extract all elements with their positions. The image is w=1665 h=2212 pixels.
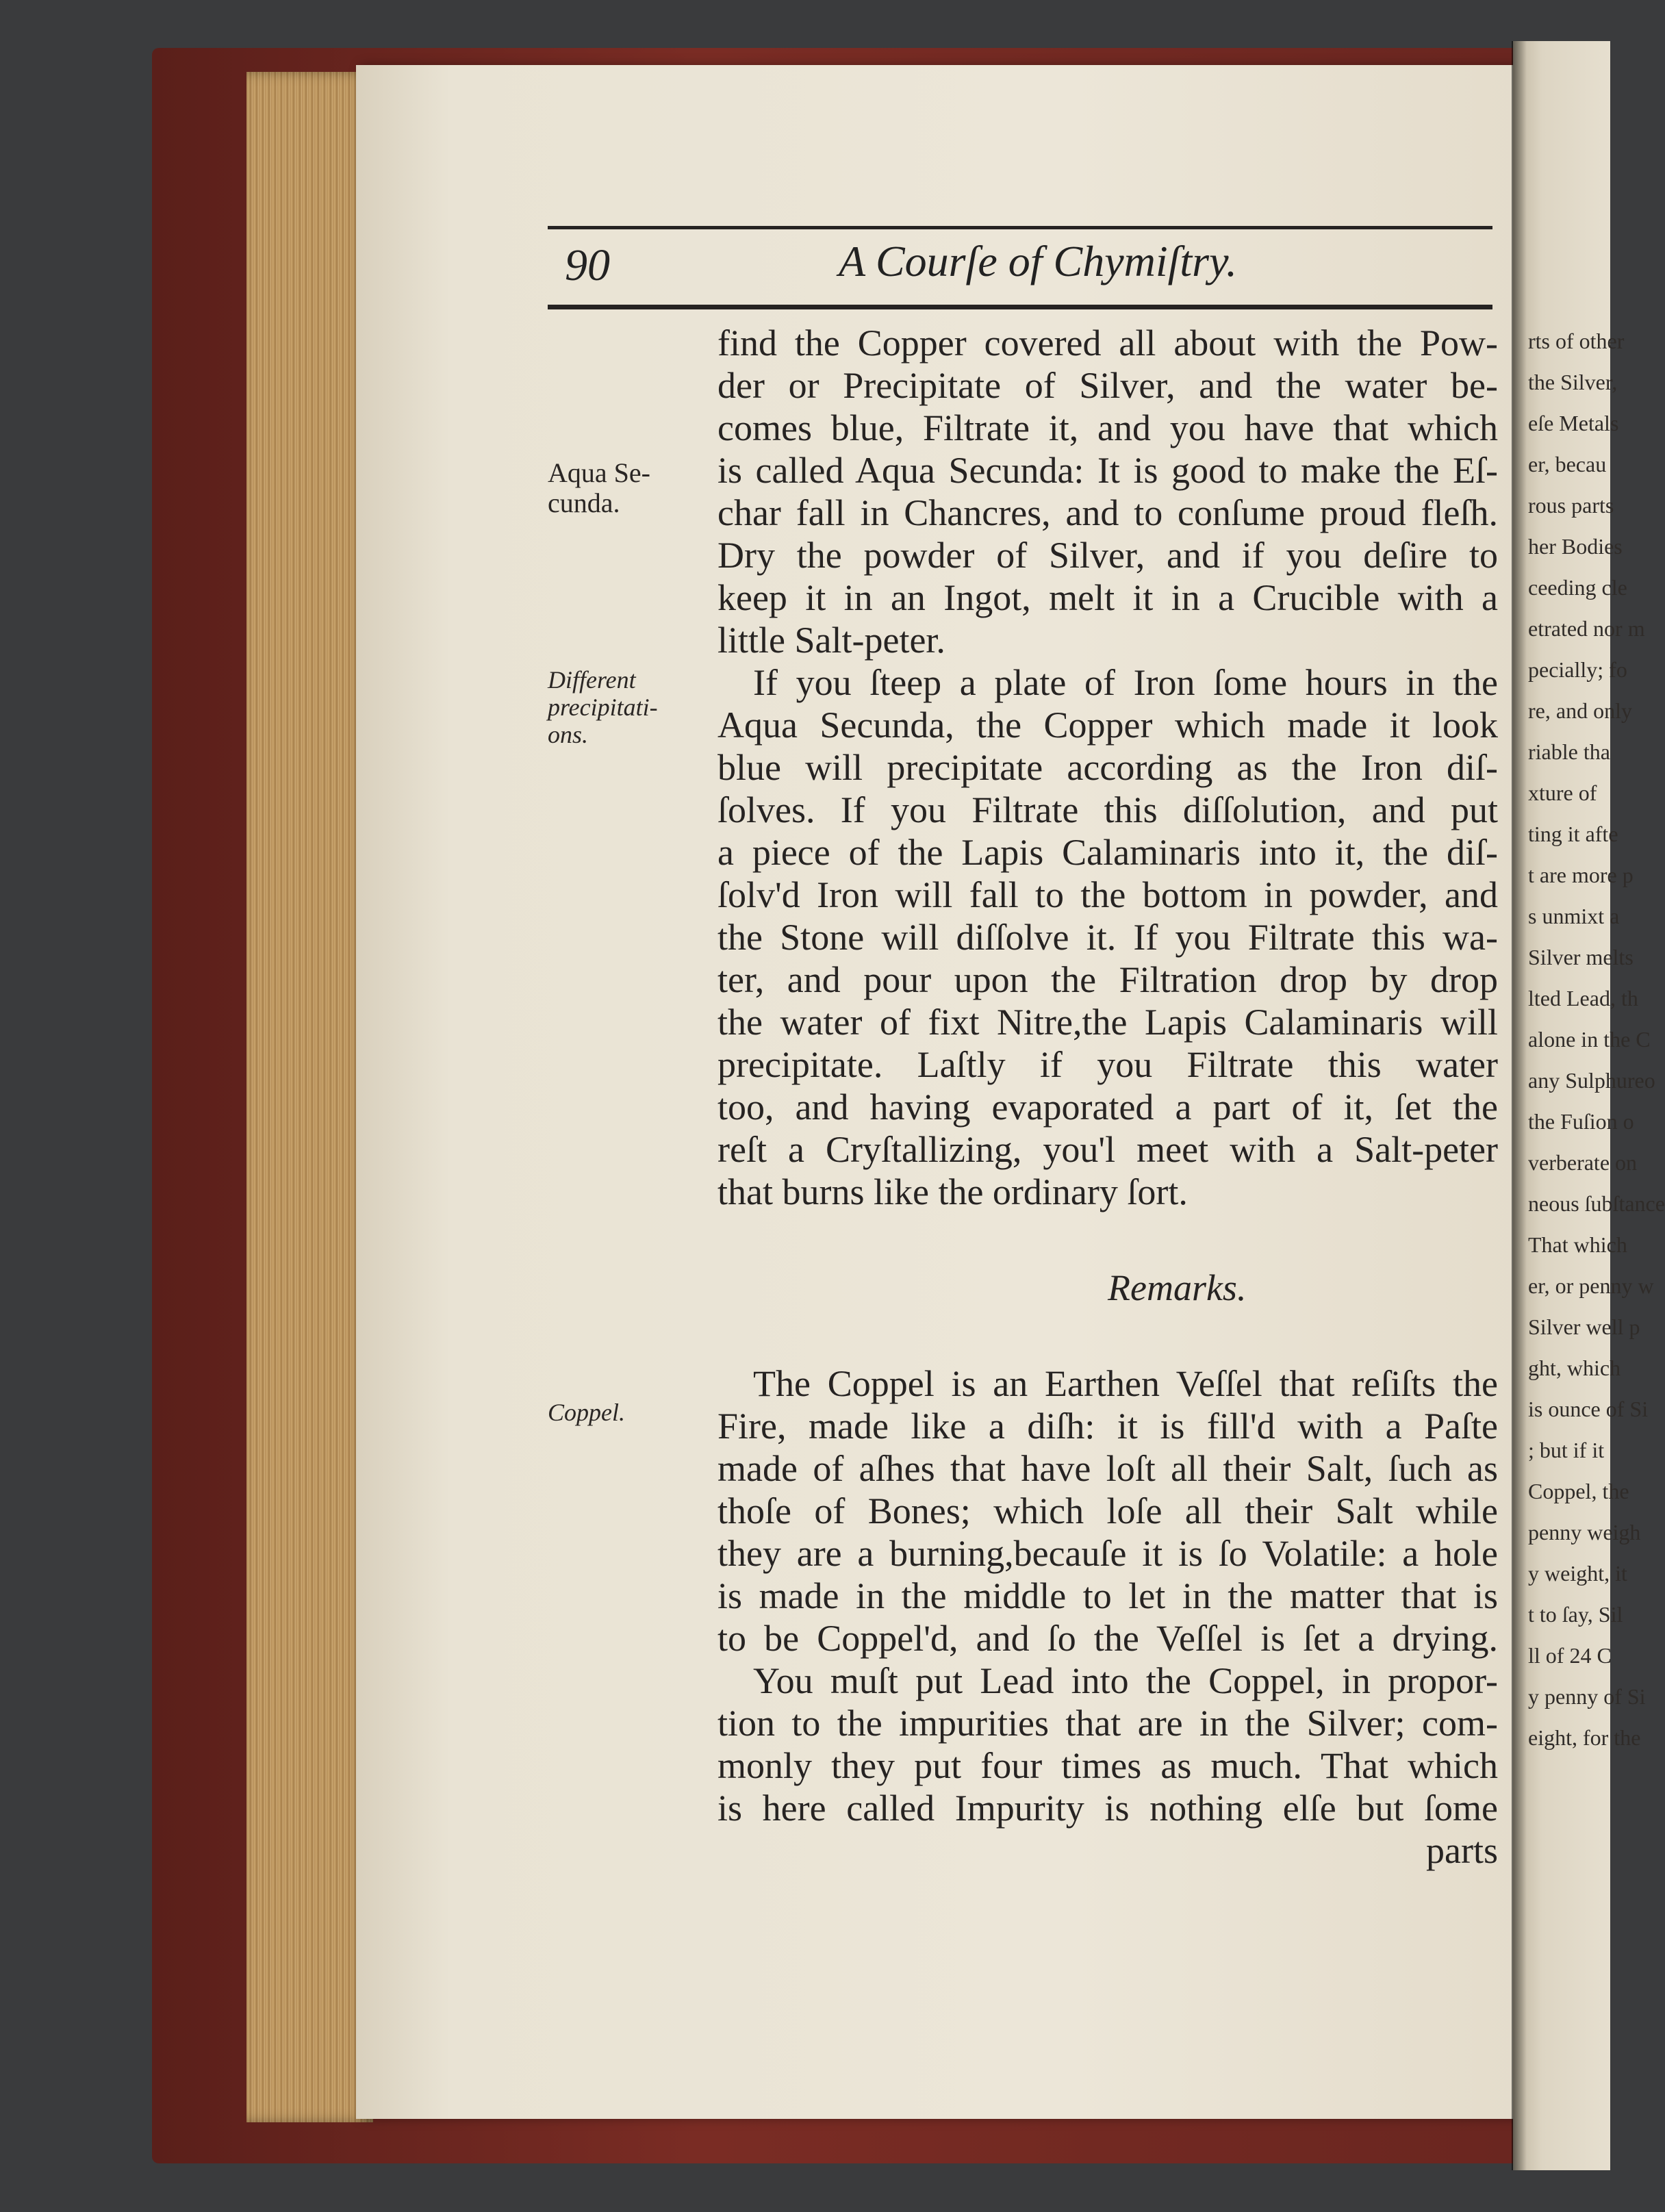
margin-note: Coppel. [548, 1399, 625, 1426]
header-rule-top [548, 226, 1492, 229]
facing-page-line: eight, for the [1528, 1725, 1641, 1750]
facing-page-line: is ounce of Si [1528, 1397, 1649, 1421]
facing-page-line: penny weigh [1528, 1520, 1641, 1544]
facing-page-line: alone in the C [1528, 1027, 1651, 1052]
gutter-shadow [1512, 41, 1527, 2170]
facing-page-line: Coppel, the [1528, 1479, 1629, 1503]
facing-page-line: ceeding cle [1528, 575, 1627, 600]
text-line: the water of fixt Nitre,the Lapis Calaminaris will [717, 1002, 1498, 1043]
facing-page-line: t to ſay, Sil [1528, 1602, 1623, 1627]
page-edges [246, 72, 373, 2122]
facing-page-line: riable tha [1528, 739, 1610, 764]
text-line: too, and having evaporated a part of it, ſet the [717, 1086, 1498, 1128]
text-line: that burns like the ordinary ſort. [717, 1171, 1188, 1212]
text-line: a piece of the Lapis Calaminaris into it, the diſ- [717, 832, 1498, 873]
facing-page-line: xture of [1528, 780, 1597, 805]
running-head: A Courſe of Chymiſtry. [839, 237, 1237, 285]
text-line: ter, and pour upon the Filtration drop by drop [717, 959, 1498, 1000]
text-line: Fire, made like a diſh: it is fill'd with a Paſte [717, 1406, 1498, 1447]
catchword: parts [1426, 1830, 1498, 1871]
facing-page-line: Silver melts [1528, 945, 1634, 969]
facing-page-line: etrated nor m [1528, 616, 1645, 641]
facing-page-line: ght, which [1528, 1356, 1621, 1380]
facing-page-line: verberate on [1528, 1150, 1638, 1175]
facing-page-line: ll of 24 C [1528, 1643, 1612, 1668]
text-line: keep it in an Ingot, melt it in a Crucible with a [717, 577, 1498, 618]
text-line: monly they put four times as much. That which [717, 1745, 1498, 1786]
facing-page-line: ting it afte [1528, 822, 1618, 846]
text-line: the Stone will diſſolve it. If you Filtrate this wa- [717, 917, 1498, 958]
facing-page-line: rous parts [1528, 493, 1614, 518]
facing-page-line: neous ſubſtance [1528, 1191, 1665, 1216]
page-number: 90 [565, 240, 610, 290]
facing-page-line: pecially; fo [1528, 657, 1627, 682]
facing-page-line: re, and only [1528, 698, 1632, 723]
text-line: The Coppel is an Earthen Veſſel that reſiſts the [753, 1363, 1498, 1404]
text-line: If you ſteep a plate of Iron ſome hours in the [753, 662, 1498, 703]
right-page [1513, 41, 1610, 2170]
text-line: thoſe of Bones; which loſe all their Salt while [717, 1490, 1498, 1531]
facing-page-line: That which [1528, 1232, 1627, 1257]
facing-page-line: ; but if it [1528, 1438, 1605, 1462]
margin-note: cunda. [548, 487, 620, 518]
text-line: blue will precipitate according as the Iron diſ- [717, 747, 1498, 788]
text-line: they are a burning,becauſe it is ſo Volatile: a hole [717, 1533, 1498, 1574]
text-line: is called Aqua Secunda: It is good to make the Eſ- [717, 450, 1498, 491]
text-line: is made in the middle to let in the matter that is [717, 1575, 1498, 1616]
facing-page-line: er, or penny w [1528, 1273, 1654, 1298]
facing-page-line: er, becau [1528, 452, 1607, 476]
margin-note: precipitati- [548, 694, 658, 721]
facing-page-line: any Sulphureo [1528, 1068, 1655, 1093]
remarks-heading: Remarks. [1108, 1267, 1247, 1308]
text-line: tion to the impurities that are in the Silver; com- [717, 1703, 1498, 1744]
text-line: der or Precipitate of Silver, and the water be- [717, 365, 1498, 406]
text-line: to be Coppel'd, and ſo the Veſſel is ſet a drying. [717, 1618, 1498, 1659]
facing-page-line: her Bodies [1528, 534, 1623, 559]
margin-note: Aqua Se- [548, 457, 650, 488]
facing-page-line: s unmixt a [1528, 904, 1620, 928]
facing-page-line: lted Lead, th [1528, 986, 1638, 1010]
facing-page-line: rts of other [1528, 329, 1625, 353]
text-line: comes blue, Filtrate it, and you have that which [717, 407, 1498, 448]
facing-page-line: the Silver, [1528, 370, 1618, 394]
text-line: little Salt-peter. [717, 620, 945, 661]
facing-page-line: the Fuſion o [1528, 1109, 1634, 1134]
text-line: Aqua Secunda, the Copper which made it look [717, 704, 1498, 746]
text-line: is here called Impurity is nothing elſe but ſome [717, 1788, 1498, 1829]
facing-page-line: Silver well p [1528, 1314, 1640, 1339]
text-line: precipitate. Laſtly if you Filtrate this water [717, 1044, 1498, 1085]
text-line: char fall in Chancres, and to conſume proud fleſh. [717, 492, 1498, 533]
text-line: ſolves. If you Filtrate this diſſolution, and put [717, 789, 1498, 830]
text-line: Dry the powder of Silver, and if you deſire to [717, 535, 1498, 576]
facing-page-line: eſe Metals [1528, 411, 1619, 435]
text-line: reſt a Cryſtallizing, you'l meet with a Salt-peter [717, 1129, 1498, 1170]
margin-note: Different [548, 666, 636, 694]
text-line: ſolv'd Iron will fall to the bottom in powder, and [717, 874, 1498, 915]
text-line: made of aſhes that have loſt all their Salt, ſuch as [717, 1448, 1498, 1489]
facing-page-line: y penny of Si [1528, 1684, 1646, 1709]
margin-note: ons. [548, 721, 589, 748]
header-rule-bottom [548, 305, 1492, 309]
facing-page-line: t are more p [1528, 863, 1634, 887]
text-line: find the Copper covered all about with the Pow- [717, 322, 1498, 364]
facing-page-line: y weight, it [1528, 1561, 1627, 1586]
text-line: You muſt put Lead into the Coppel, in propor- [753, 1660, 1498, 1701]
